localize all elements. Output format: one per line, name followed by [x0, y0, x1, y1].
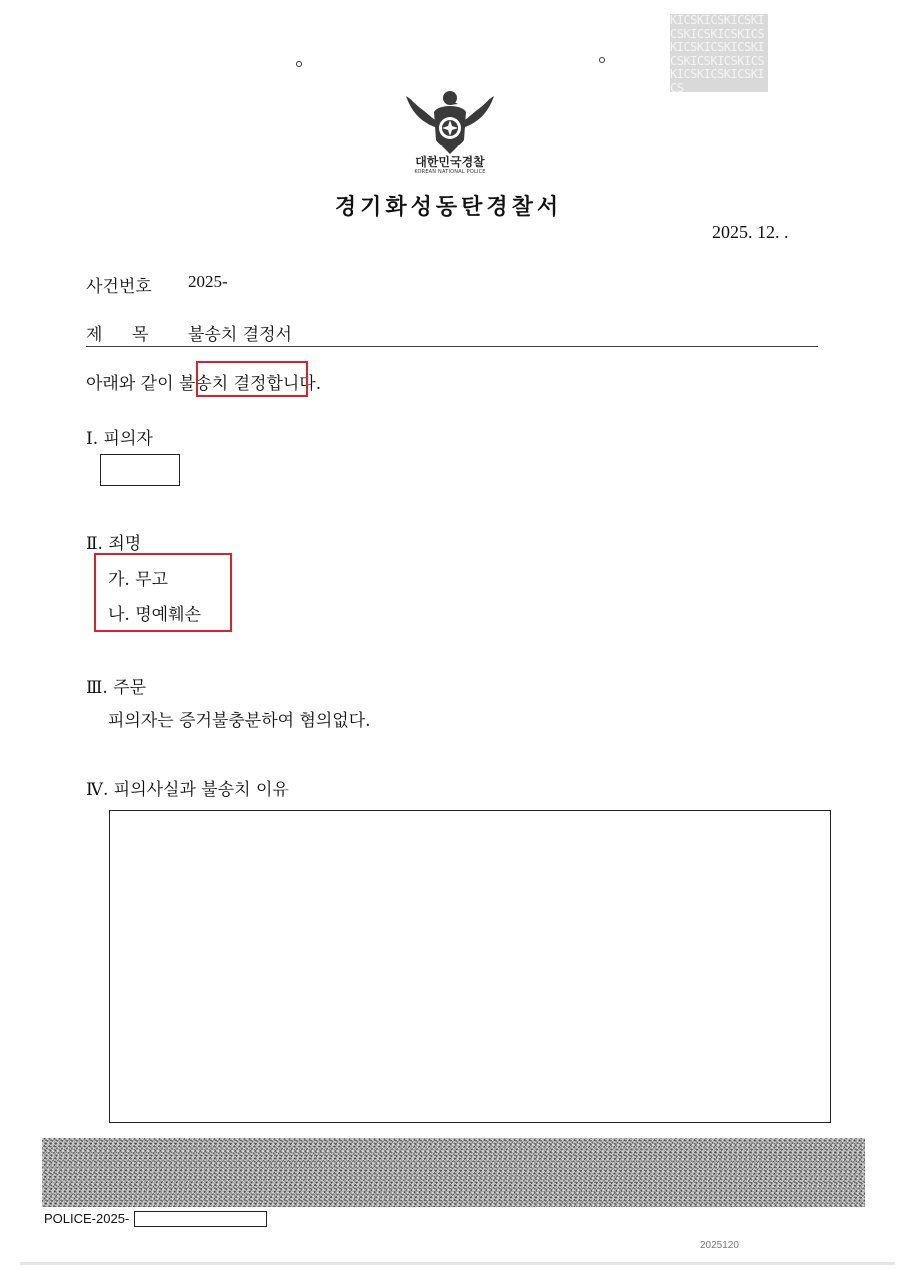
section-4-title: Ⅳ. 피의사실과 불송치 이유: [86, 780, 289, 800]
title-label-char-2: 목: [132, 325, 149, 345]
watermark-text: KICSKICSKICSKICSKICSKICSKICSKICSKICSKICSKICSKICSKICSKICSKICSKICSKICSKICS: [670, 14, 765, 92]
redacted-suspect-name: [100, 454, 180, 486]
section-2-title: Ⅱ. 죄명: [86, 534, 142, 554]
charge-item: 나. 명예훼손: [108, 605, 201, 625]
footer-document-code: [44, 1211, 129, 1226]
document-date: 2025. 12. .: [712, 222, 789, 242]
intro-prefix: 아래와 같이: [86, 374, 179, 394]
document-title-value: 불송치 결정서: [188, 325, 292, 345]
header-divider: [86, 346, 818, 347]
footer-code-text: POLICE-2025-: [44, 1211, 130, 1226]
section-3-title: Ⅲ. 주문: [86, 678, 147, 698]
disposition-text: 피의자는 증거불충분하여 혐의없다.: [108, 711, 371, 731]
intro-highlight: 불송치 결정: [178, 374, 267, 394]
section-1-title: Ⅰ. 피의자: [86, 429, 153, 449]
case-number-value: 2025-: [188, 272, 228, 291]
case-number-label: 사건번호: [86, 277, 152, 297]
redacted-facts-body: [109, 810, 831, 1123]
scan-edge-line: [20, 1262, 895, 1265]
scan-dot: [296, 61, 302, 67]
scan-noise-band: [42, 1138, 865, 1207]
title-label-char-1: 제: [86, 325, 103, 345]
scan-dot: [599, 57, 605, 63]
org-name-korean: 대한민국경찰: [415, 155, 485, 169]
charge-item: 가. 무고: [108, 570, 169, 590]
footer-number: 2025120: [700, 1240, 739, 1251]
police-station-title: 경기화성동탄경찰서: [334, 195, 563, 220]
org-name-english: KOREAN NATIONAL POLICE: [414, 169, 486, 175]
kics-watermark: [670, 14, 768, 92]
highlight-box-decision: [196, 361, 308, 397]
intro-suffix: 합니다.: [266, 374, 322, 394]
redacted-footer-code: [134, 1211, 267, 1227]
